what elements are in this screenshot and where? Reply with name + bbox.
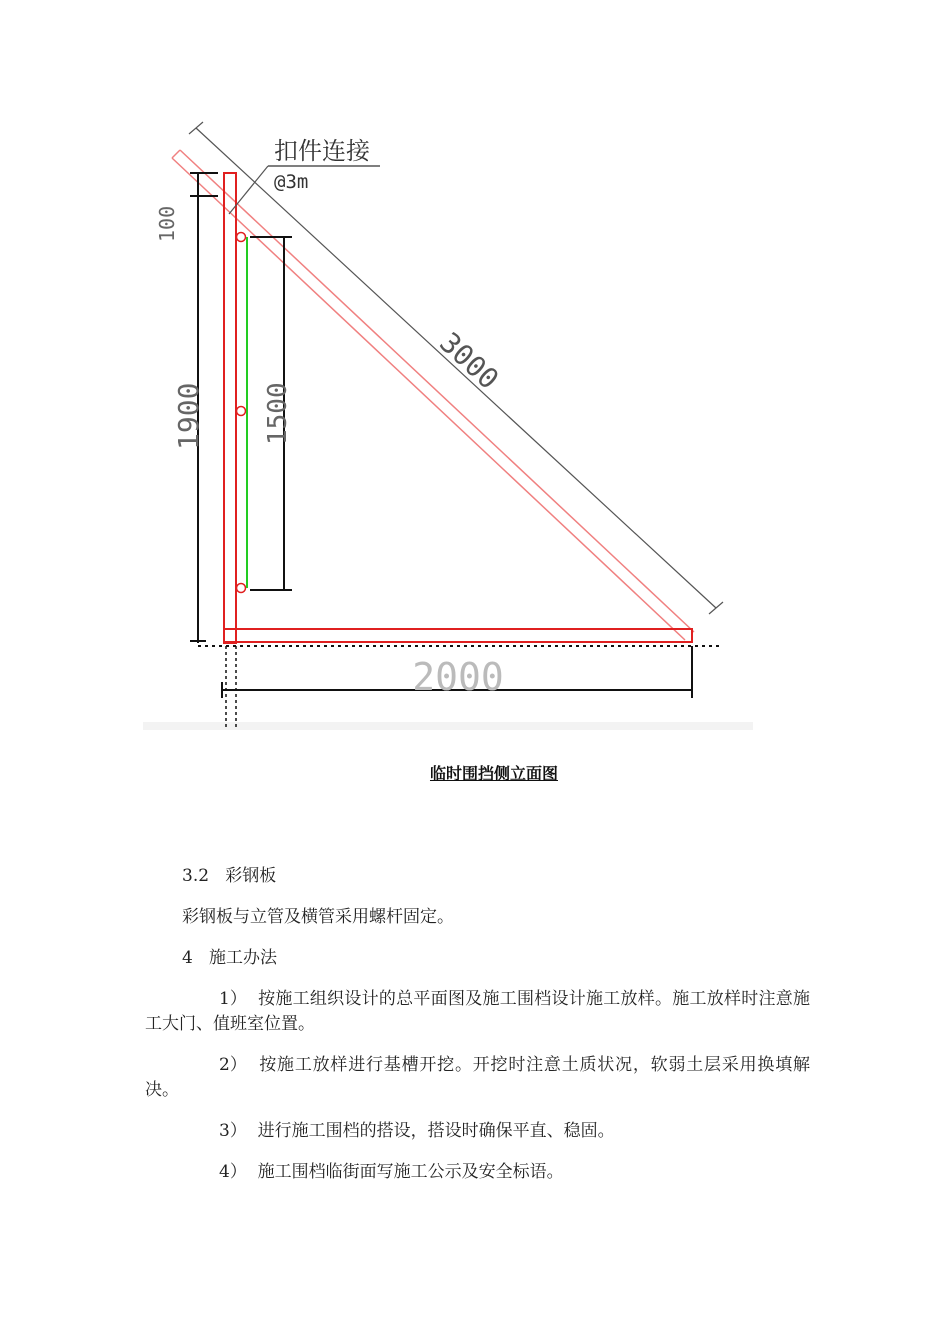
heading-3-2 (145, 864, 847, 889)
item-number: 2） (219, 1055, 247, 1075)
figure-caption: 临时围挡侧立面图 (429, 764, 558, 783)
dim-inner-label: 1500 (263, 382, 293, 445)
dim-height-label: 1900 (172, 382, 205, 450)
label-spacing: @3m (274, 171, 309, 193)
item-text: 进行施工围档的搭设，搭设时确保平直、稳固。 (257, 1121, 615, 1141)
base-beam (224, 629, 692, 642)
coupler-bottom (237, 584, 246, 593)
heading-4 (145, 946, 847, 971)
item-text: 按施工放样进行基槽开挖。开挖时注意土质状况，软弱土层采用换填解决。 (145, 1055, 811, 1100)
item-text: 按施工组织设计的总平面图及施工围档设计施工放样。施工放样时注意施工大门、值班室位置。 (145, 989, 811, 1034)
item-number: 4） (219, 1162, 247, 1182)
label-connection: 扣件连接 (274, 137, 370, 165)
list-item-2 (145, 1053, 810, 1103)
dim-diagonal-label: 3000 (433, 325, 506, 396)
list-item-4 (145, 1160, 810, 1185)
list-item-3 (145, 1119, 810, 1144)
image-bottom-band (143, 722, 753, 730)
heading-text: 施工办法 (209, 948, 278, 968)
body-paragraph: 彩钢板与立管及横管采用螺杆固定。 (182, 907, 454, 927)
dim-base-label: 2000 (412, 655, 504, 699)
item-text: 施工围档临街面写施工公示及安全标语。 (257, 1162, 564, 1182)
coupler-middle (237, 407, 246, 416)
diagonal-brace (172, 150, 694, 640)
list-item-1 (145, 987, 810, 1037)
item-number: 3） (219, 1121, 247, 1141)
coupler-top (237, 233, 246, 242)
heading-number: 4 (182, 948, 193, 968)
vertical-post (224, 173, 236, 643)
item-number: 1） (219, 989, 247, 1009)
heading-number: 3.2 (182, 866, 210, 886)
dim-top-offset-label: 100 (155, 205, 179, 242)
heading-text: 彩钢板 (225, 866, 277, 886)
